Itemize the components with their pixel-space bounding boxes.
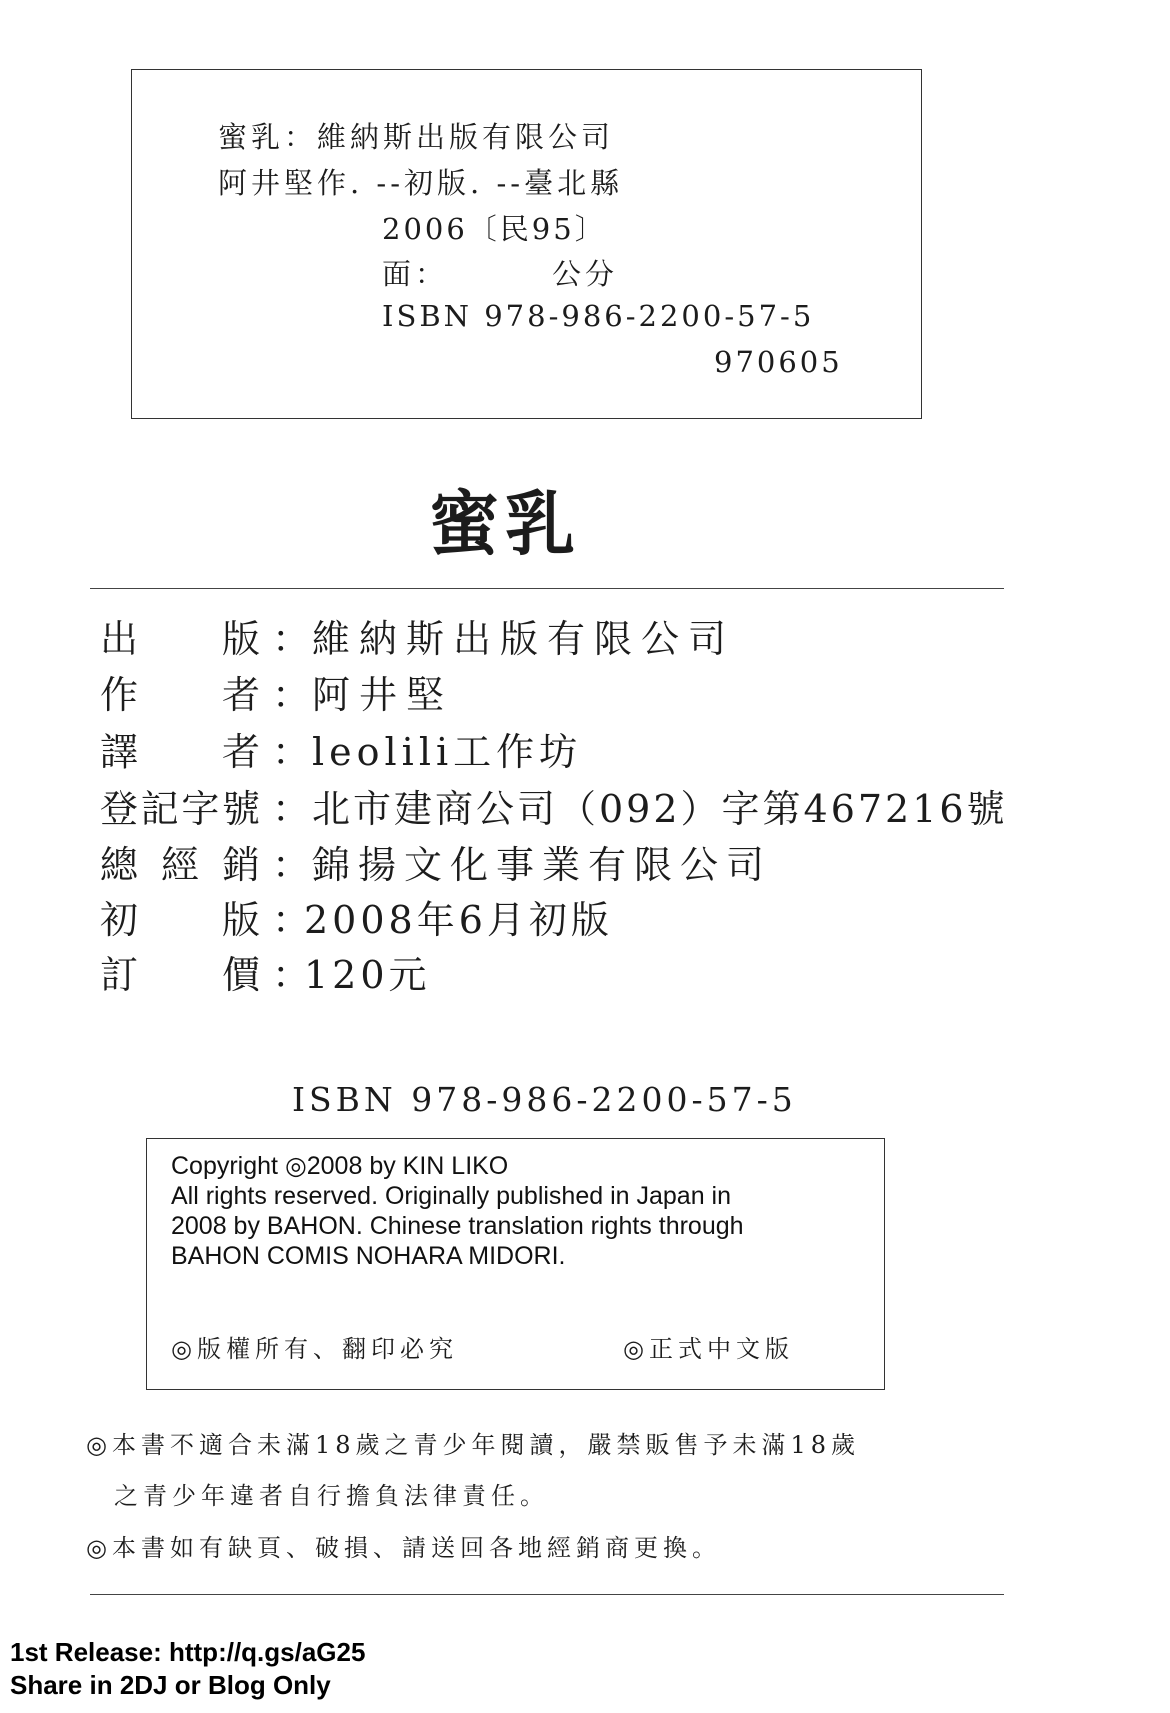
info-label	[100, 944, 260, 999]
copyright-box	[146, 1138, 885, 1390]
info-value: leolili工作坊	[312, 730, 583, 774]
info-label	[100, 834, 260, 889]
info-label-char: 版	[221, 898, 260, 942]
copyright-text	[171, 1151, 744, 1271]
info-label-char: 記	[140, 787, 179, 831]
copyright-line: 2008 by BAHON. Chinese translation rights through	[171, 1212, 744, 1240]
info-label-char: 者	[221, 673, 260, 717]
info-label-char: 出	[100, 617, 139, 661]
info-value: 維納斯出版有限公司	[312, 617, 736, 661]
info-label	[100, 664, 260, 719]
info-label	[100, 889, 260, 944]
info-label	[100, 721, 260, 776]
cip-box	[131, 69, 922, 419]
cip-line-isbn: ISBN 978-986-2200-57-5	[382, 299, 815, 333]
info-value: 錦揚文化事業有限公司	[312, 843, 773, 887]
cip-line-unit: 公分	[552, 257, 619, 291]
info-label-char: 作	[100, 673, 139, 717]
info-label-char: 經	[160, 843, 199, 887]
info-label	[100, 778, 260, 833]
info-label-char: 價	[221, 953, 260, 997]
defect-return-note: ◎本書如有缺頁、破損、請送回各地經銷商更換。	[86, 1534, 721, 1562]
copyright-line: BAHON COMIS NOHARA MIDORI.	[171, 1242, 566, 1270]
info-value: 阿井堅	[312, 673, 454, 717]
info-colon: ：	[272, 673, 311, 717]
info-label-char: 版	[221, 617, 260, 661]
divider-top	[90, 588, 1004, 589]
divider-bottom	[90, 1594, 1004, 1595]
release-line: Share in 2DJ or Blog Only	[10, 1670, 331, 1700]
info-label-char: 號	[221, 787, 260, 831]
info-colon: ：	[272, 898, 311, 942]
info-label-char: 字	[181, 787, 220, 831]
isbn: ISBN 978-986-2200-57-5	[292, 1080, 797, 1119]
copyright-line: All rights reserved. Originally published in Japan in	[171, 1182, 732, 1210]
cip-line-year: 2006〔民95〕	[382, 212, 607, 246]
info-value: 120元	[304, 953, 431, 997]
info-label	[100, 608, 260, 663]
official-edition-mark: ◎正式中文版	[623, 1335, 794, 1363]
release-line: 1st Release: http://q.gs/aG25	[10, 1637, 366, 1667]
info-colon: ：	[272, 953, 311, 997]
cip-line-pages: 面：	[382, 257, 449, 291]
info-label-char: 總	[100, 843, 139, 887]
info-label-char: 登	[100, 787, 139, 831]
info-colon: ：	[272, 787, 311, 831]
info-value: 2008年6月初版	[304, 898, 613, 942]
cip-line-author: 阿井堅作. --初版. --臺北縣	[218, 166, 624, 200]
cip-line-publisher: 蜜乳：維納斯出版有限公司	[218, 120, 615, 154]
release-credit	[10, 1636, 365, 1702]
age-restriction-note: ◎本書不適合未滿18歲之青少年閱讀，嚴禁販售予未滿18歲	[86, 1431, 861, 1459]
info-label-char: 訂	[100, 953, 139, 997]
age-restriction-note-cont: 之青少年違者自行擔負法律責任。	[114, 1482, 549, 1510]
info-colon: ：	[272, 843, 311, 887]
book-title: 蜜乳	[429, 482, 581, 565]
info-colon: ：	[272, 617, 311, 661]
copyright-line: Copyright ◎2008 by KIN LIKO	[171, 1152, 509, 1180]
info-value: 北市建商公司（092）字第467216號	[312, 787, 1008, 831]
info-label-char: 銷	[221, 843, 260, 887]
cip-line-code: 970605	[714, 345, 843, 379]
info-colon: ：	[272, 730, 311, 774]
info-label-char: 者	[221, 730, 260, 774]
all-rights-mark: ◎版權所有、翻印必究	[171, 1335, 458, 1363]
info-label-char: 譯	[100, 730, 139, 774]
info-label-char: 初	[100, 898, 139, 942]
